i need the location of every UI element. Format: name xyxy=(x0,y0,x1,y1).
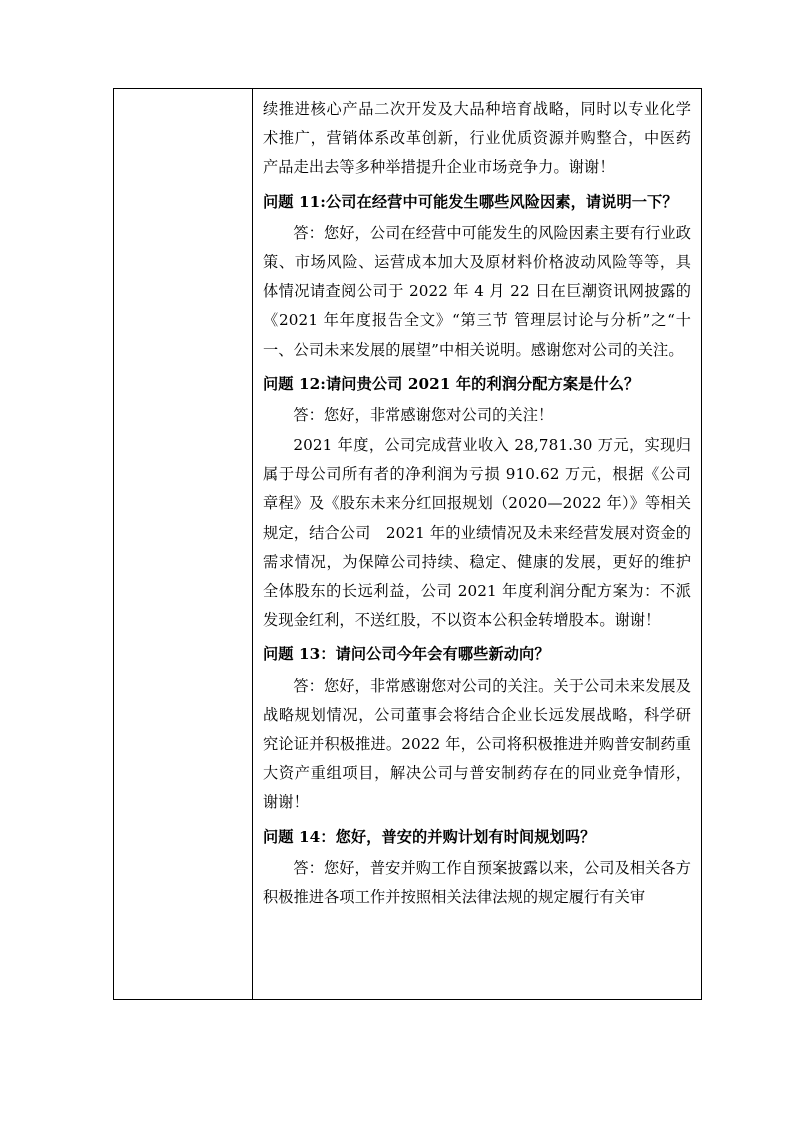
answer-12-body: 2021 年度，公司完成营业收入 28,781.30 万元，实现归属于母公司所有者的净利润为亏损 910.62 万元，根据《公司章程》及《股东未来分红回报规划（2020—2022 年）》等相关规定，结合公司 2021 年的业绩情况及未来经营发展对资金的需求情况，为保障公司持续、稳定、健康的发展，更好的维护全体股东的长远利益，公司 2021 年度利润分配方案为：不派发现金红利，不送红股，不以资本公积金转增股本。谢谢！ xyxy=(263,436,691,630)
qa-table xyxy=(113,88,702,1000)
paragraph-continued: 续推进核心产品二次开发及大品种培育战略，同时以专业化学术推广，营销体系改革创新，行业优质资源并购整合，中医药产品走出去等多种举措提升企业市场竞争力。谢谢！ xyxy=(263,100,691,177)
question-11: 问题 11:公司在经营中可能发生哪些风险因素，请说明一下？ xyxy=(263,192,678,211)
table-row xyxy=(114,89,702,1000)
table-left-empty-cell xyxy=(114,89,253,1000)
answer-14: 答：您好，普安并购工作自预案披露以来，公司及相关各方积极推进各项工作并按照相关法律法规的规定履行有关审 xyxy=(263,858,691,906)
answer-11: 答：您好，公司在经营中可能发生的风险因素主要有行业政策、市场风险、运营成本加大及原材料价格波动风险等等，具体情况请查阅公司于 2022 年 4 月 22 日在巨潮资讯网披露的《2021 年年度报告全文》“第三节 管理层讨论与分析”之“十一、公司未来发展的展望”中相关说明。感谢您对公司的关注。 xyxy=(263,223,691,359)
question-12: 问题 12:请问贵公司 2021 年的利润分配方案是什么？ xyxy=(263,374,640,393)
answer-13: 答：您好，非常感谢您对公司的关注。关于公司未来发展及战略规划情况，公司董事会将结合企业长远发展战略，科学研究论证并积极推进。2022 年，公司将积极推进并购普安制药重大资产重组项目，解决公司与普安制药存在的同业竞争情形，谢谢！ xyxy=(263,676,691,812)
question-14: 问题 14：您好，普安的并购计划有时间规划吗？ xyxy=(263,827,596,846)
question-13: 问题 13：请问公司今年会有哪些新动向？ xyxy=(263,645,550,664)
table-content-cell xyxy=(253,89,702,1000)
answer-12-line1: 答：您好，非常感谢您对公司的关注！ xyxy=(293,405,554,424)
